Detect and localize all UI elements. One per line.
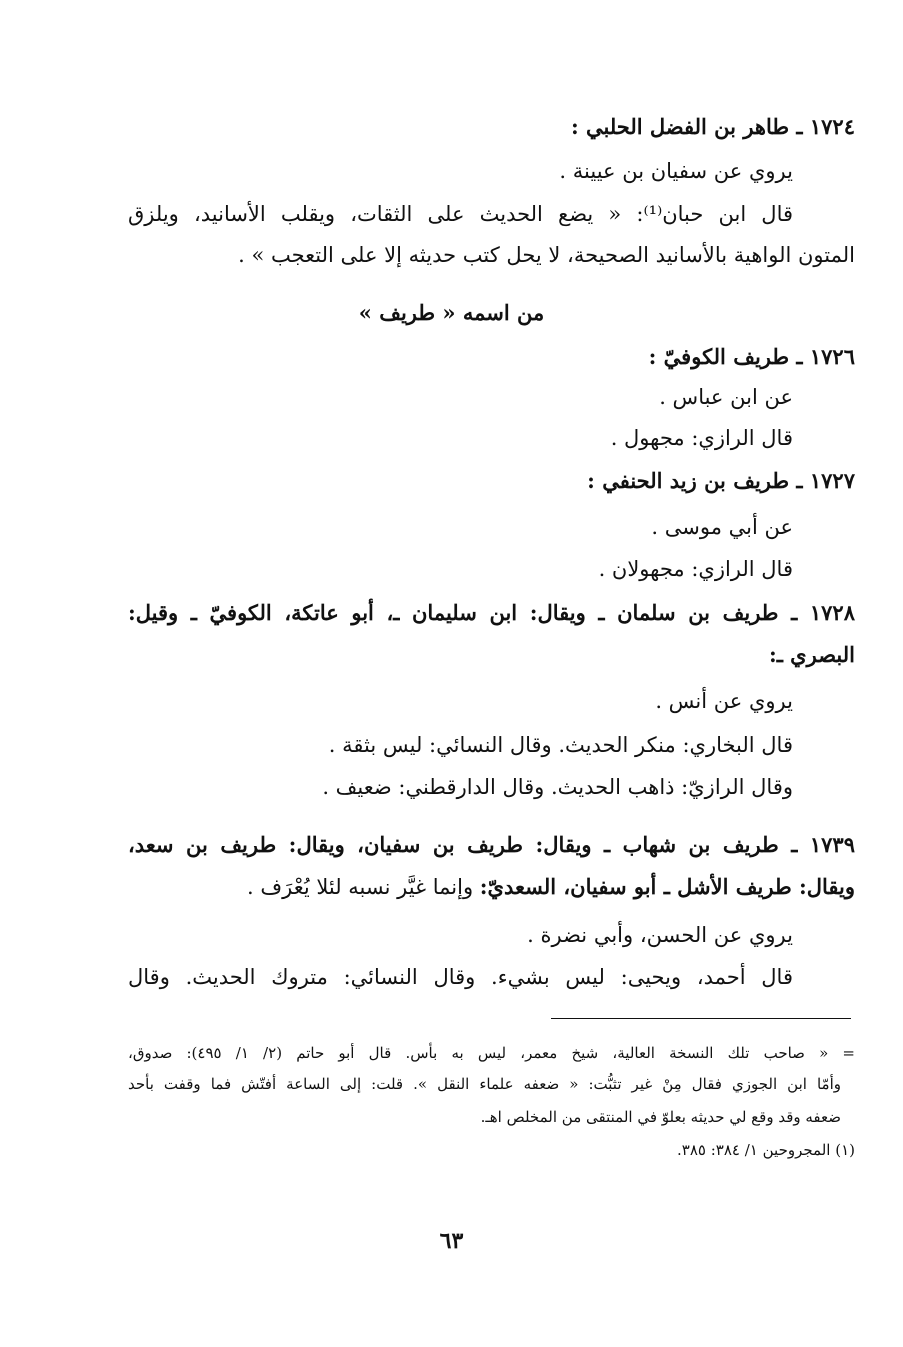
footnote-separator [551,1018,851,1019]
entry-1724-line-1: يروي عن سفيان بن عيينة . [559,159,793,183]
footnote-continuation-line-1: = « صاحب تلك النسخة العالية، شيخ معمر، ليس به بأس. قال أبو حاتم (٢/ ١/ ٤٩٥): صدوق، [128,1044,856,1062]
entry-1724-heading: ١٧٢٤ ـ طاهر بن الفضل الحلبي : [570,114,855,139]
entry-1739-alt-names: ويقال: طريف الأشل ـ أبو سفيان، السعديّ: [479,874,855,899]
entry-1739-line-2: قال أحمد، ويحيى: ليس بشيء. وقال النسائي: متروك الحديث. وقال [128,965,793,989]
entry-1739-line-1: يروي عن الحسن، وأبي نضرة . [527,923,793,947]
entry-1724-line-2: قال ابن حبان⁽¹⁾: « يضع الحديث على الثقات، ويقلب الأسانيد، ويلزق [128,202,794,226]
entry-1727-line-1: عن أبي موسى . [651,515,793,539]
entry-1728-line-2: قال البخاري: منكر الحديث. وقال النسائي: ليس بثقة . [328,733,793,757]
entry-1726-line-2: قال الرازي: مجهول . [610,426,793,450]
entry-1728-line-1: يروي عن أنس . [655,689,793,713]
entry-1728-heading-line-2: البصري ـ: [768,642,855,667]
entry-1724-line-3: المتون الواهية بالأسانيد الصحيحة، لا يحل كتب حديثه إلا على التعجب » . [238,243,855,267]
footnote-1: (١) المجروحين ١/ ٣٨٤: ٣٨٥. [677,1141,855,1159]
page-number: ٦٣ [439,1228,464,1254]
entry-1739-heading-line-2 [247,872,855,902]
entry-1739-heading-line-1: ١٧٣٩ ـ طريف بن شهاب ـ ويقال: طريف بن سفيان، ويقال: طريف بن سعد، [128,832,855,857]
entry-1728-line-3: وقال الرازيّ: ذاهب الحديث. وقال الدارقطني: ضعيف . [322,775,793,799]
entry-1726-heading: ١٧٢٦ ـ طريف الكوفيّ : [648,344,855,369]
entry-1727-line-2: قال الرازي: مجهولان . [598,557,793,581]
footnote-continuation-line-3: ضعفه وقد وقع لي حديثه بعلوّ في المنتقى من المخلص اهـ. [480,1108,841,1126]
entry-1728-heading-line-1: ١٧٢٨ ـ طريف بن سلمان ـ ويقال: ابن سليمان ـ، أبو عاتكة، الكوفيّ ـ وقيل: [128,600,855,625]
section-title: من اسمه « طريف » [358,300,545,325]
entry-1739-remark: وإنما غيَّر نسبه لئلا يُعْرَف . [247,875,480,899]
entry-1727-heading: ١٧٢٧ ـ طريف بن زيد الحنفي : [587,468,855,493]
footnote-continuation-line-2: وأمّا ابن الجوزي فقال مِنْ غير تثبُّت: « ضعفه علماء النقل ». قلت: إلى الساعة أفتّش فما وقفت بأحد [128,1075,841,1093]
entry-1726-line-1: عن ابن عباس . [659,385,793,409]
